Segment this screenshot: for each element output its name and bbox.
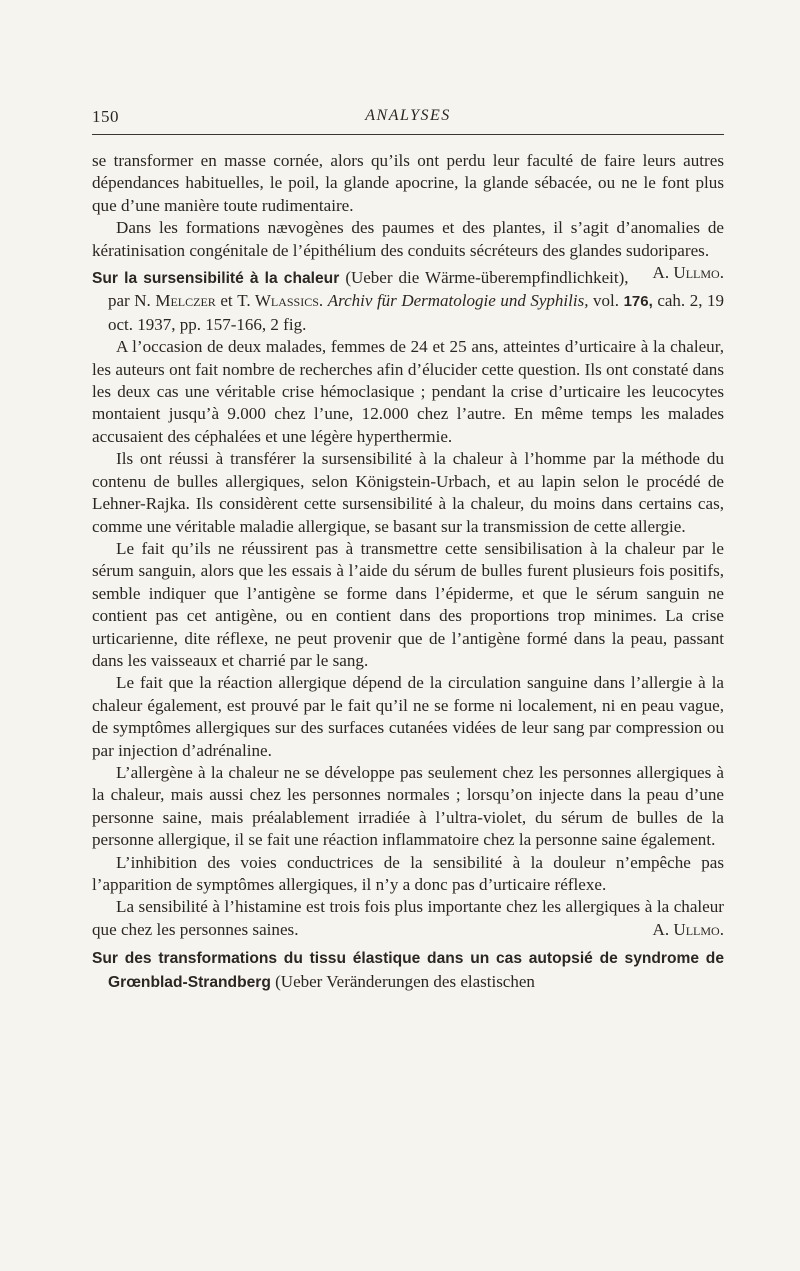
original-title: (Ueber Veränderungen des elastischen (275, 971, 535, 991)
continuation-paragraph: se transformer en masse cornée, alors qu’ils ont perdu leur faculté de faire leurs autres dépendances habituelles, le poil, la glande apocrine, la glande sébacée, ou ne le font plus que d’une manière toute rudimentaire. (92, 151, 724, 215)
journal-name: Archiv für Dermatologie und Syphilis, (327, 291, 589, 311)
header-rule (92, 134, 724, 135)
body-paragraph: Le fait qu’ils ne réussirent pas à transmettre cette sensibilisation à la chaleur par le sérum sanguin, alors que les essais à l’aide du sérum de bulles furent plusieurs fois positifs, semble indiquer que l’antigène se forme dans l’épiderme, et que le sérum sanguin ne contient pas cet antigène, ou en contient dans des proportions trop minimes. La crise urticarienne, dite réflexe, ne peut provenir que de l’antigène formé dans la peau, passant dans les vaisseaux et charrié par le sang. (92, 538, 724, 670)
author-name: T. Wlassics. (237, 291, 324, 311)
paragraph-text: Dans les formations nævogènes des paumes et des plantes, il s’agit d’anomalies de kératinisation congénitale de l’épithélium des conduits sécréteurs des glandes sudoripares. (92, 218, 724, 260)
body-paragraph-last (92, 896, 724, 941)
original-title: (Ueber die Wärme-überempfindlichkeit), (345, 268, 629, 288)
volume-prefix: vol. (593, 291, 620, 311)
page-header (92, 104, 724, 134)
page-number: 150 (92, 107, 119, 126)
body-paragraph: Ils ont réussi à transférer la sursensibilité à la chaleur à l’homme par la méthode du contenu de bulles allergiques, selon Königstein-Urbach, et au lapin selon le procédé de Lehner-Rajka. Ils considèrent cette sursensibilité à la chaleur, du moins dans certains cas, comme une véritable maladie allergique, se basant sur la transmission de cette allergie. (92, 449, 724, 536)
paragraph-text: La sensibilité à l’histamine est trois fois plus importante chez les allergiques à la chaleur que chez les personnes saines. (92, 897, 724, 939)
running-title: ANALYSES (365, 107, 451, 124)
page (92, 104, 724, 994)
article-title: Sur la sursensibilité à la chaleur (92, 270, 340, 288)
citation-details: cah. 2, 19 oct. 1937, pp. 157-166, 2 fig. (108, 291, 725, 334)
author-name: N. Melczer (134, 291, 216, 311)
article-title: Sur des transformations du tissu élastique dans un cas autopsié de syndrome de Grœnblad-Strandberg (92, 950, 724, 991)
by-word: par (108, 291, 130, 311)
body-paragraph: L’allergène à la chaleur ne se développe pas seulement chez les personnes allergiques à la chaleur, mais aussi chez les personnes normales ; lorsqu’on injecte dans la peau d’une personne saine, mais préalablement irradiée à l’ultra-violet, du sérum de bulles de la personne allergique, il se fait une réaction inflammatoire chez la personne saine également. (92, 762, 724, 850)
article-heading-2 (92, 947, 724, 994)
signature: A. Ullmo. (652, 919, 724, 939)
signature: A. Ullmo. (652, 263, 724, 283)
body-paragraph: A l’occasion de deux malades, femmes de 24 et 25 ans, atteintes d’urticaire à la chaleur, les auteurs ont fait nombre de recherches afin d’élucider cette question. Ils ont constaté dans les deux cas une véritable crise hémoclasique ; pendant la crise d’urticaire les leucocytes montaient jusqu’à 9.000 chez l’une, 12.000 chez l’autre. En même temps les malades accusaient des céphalées et une légère hyperthermie. (92, 337, 724, 446)
body-paragraph: L’inhibition des voies conductrices de la sensibilité à la douleur n’empêche pas l’apparition de symptômes allergiques, il n’y a donc pas d’urticaire réflexe. (92, 852, 724, 894)
body-paragraph: Le fait que la réaction allergique dépend de la circulation sanguine dans l’allergie à la chaleur également, est prouvé par le fait qu’il ne se forme ni localement, ni en peau vague, de symptômes allergiques sur des surfaces cutanées vidées de leur sang par compression ou par injection d’adrénaline. (92, 673, 724, 760)
and-word: et (220, 291, 233, 311)
volume-number: 176, (623, 293, 653, 311)
